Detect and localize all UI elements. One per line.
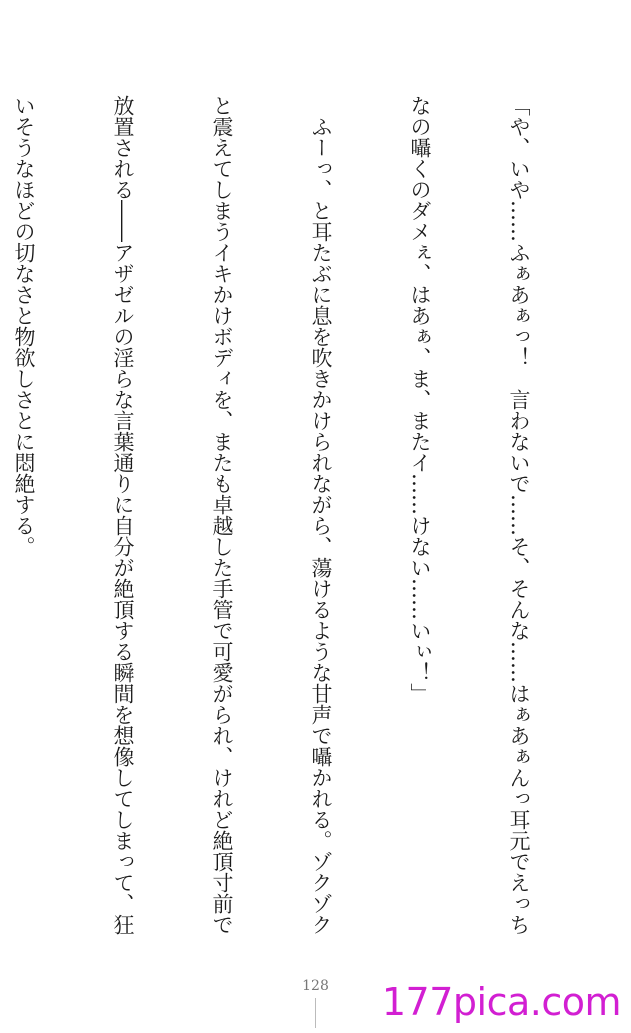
text-line: 「や、いや……ふぁあぁっ！ 言わないで……そ、そんな……はぁあぁんっ耳元でえっち <box>507 95 531 935</box>
text-line: 放置される――アザゼルの淫らな言葉通りに自分が絶頂する瞬間を想像してしまって、狂 <box>111 95 135 935</box>
page-number: 128 <box>302 978 329 994</box>
text-line: ふーっ、と耳たぶに息を吹きかけられながら、蕩けるような甘声で囁かれる。ゾクゾク <box>309 95 333 935</box>
text-line: いそうなほどの切なさと物欲しさとに悶絶する。 <box>12 95 36 557</box>
text-line: なの囁くのダメぇ、はあぁ、ま、またイ……けない……いぃ！」 <box>408 95 432 704</box>
footer-divider <box>315 998 316 1028</box>
body-text <box>0 95 601 950</box>
watermark-text: 177pica.com <box>381 980 621 1024</box>
text-line: と震えてしまうイキかけボディを、またも卓越した手管で可愛がられ、けれど絶頂寸前で <box>210 95 234 935</box>
